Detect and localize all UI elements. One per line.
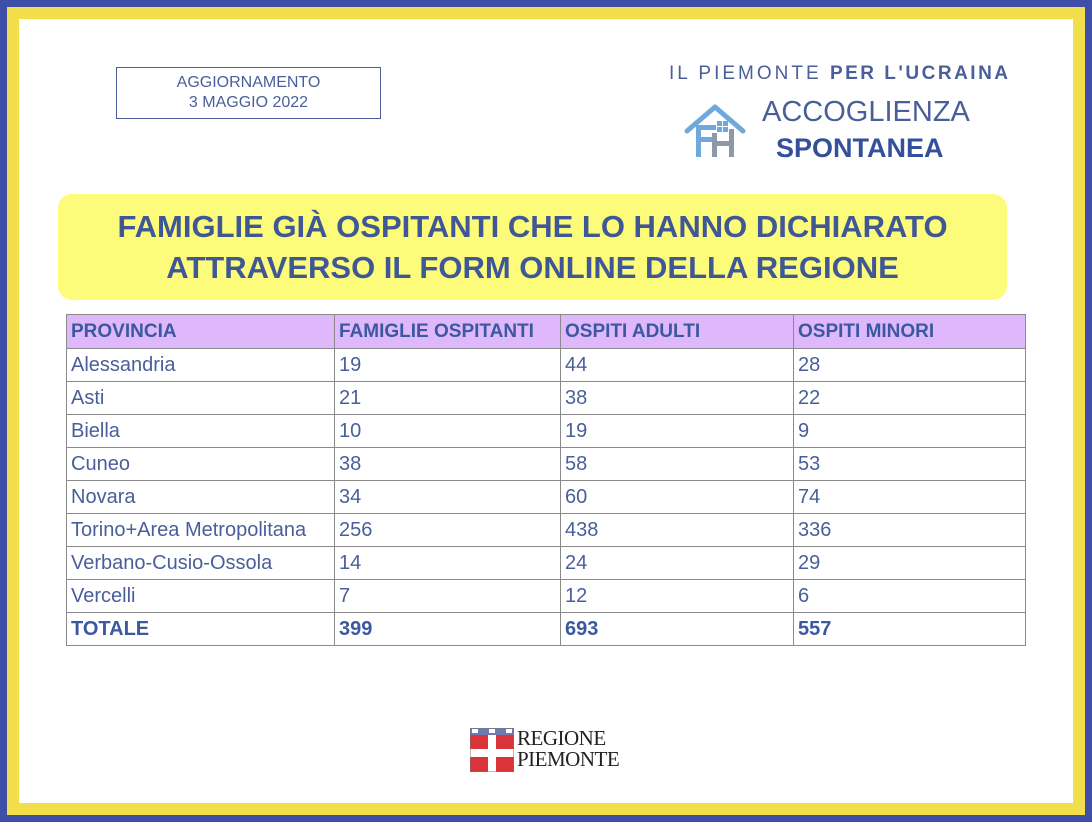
cell-minori: 28	[794, 349, 1026, 382]
table-row	[67, 481, 1026, 514]
table-row	[67, 382, 1026, 415]
cell-famiglie: 38	[335, 448, 561, 481]
header-ospiti-minori: OSPITI MINORI	[794, 315, 1026, 349]
cell-famiglie: 256	[335, 514, 561, 547]
cell-famiglie: 14	[335, 547, 561, 580]
cell-adulti: 44	[561, 349, 794, 382]
cell-famiglie: 7	[335, 580, 561, 613]
campaign-title	[669, 63, 1034, 85]
headline-line-1: FAMIGLIE GIÀ OSPITANTI CHE LO HANNO DICHIARATO	[117, 209, 948, 244]
piemonte-shield-icon	[470, 728, 514, 772]
cell-provincia: Alessandria	[67, 349, 335, 382]
total-adulti: 693	[561, 613, 794, 646]
cell-famiglie: 34	[335, 481, 561, 514]
cell-provincia: Verbano-Cusio-Ossola	[67, 547, 335, 580]
total-minori: 557	[794, 613, 1026, 646]
cell-adulti: 24	[561, 547, 794, 580]
cell-minori: 74	[794, 481, 1026, 514]
table-total-row	[67, 613, 1026, 646]
cell-provincia: Biella	[67, 415, 335, 448]
spontanea-label: SPONTANEA	[776, 133, 944, 163]
cell-provincia: Torino+Area Metropolitana	[67, 514, 335, 547]
cell-provincia: Cuneo	[67, 448, 335, 481]
regione-logo-line-2: PIEMONTE	[517, 747, 620, 771]
regione-piemonte-logo	[470, 728, 618, 772]
campaign-title-prefix: IL PIEMONTE	[669, 63, 830, 84]
regione-logo-line-1: REGIONE	[517, 726, 606, 750]
update-date: 3 MAGGIO 2022	[188, 94, 309, 111]
cell-famiglie: 21	[335, 382, 561, 415]
header-provincia: PROVINCIA	[67, 315, 335, 349]
cell-minori: 22	[794, 382, 1026, 415]
regione-logo-text	[517, 728, 619, 770]
total-label: TOTALE	[67, 613, 335, 646]
accoglienza-label: ACCOGLIENZA	[762, 96, 970, 128]
province-table	[66, 314, 1026, 646]
cell-minori: 6	[794, 580, 1026, 613]
cell-minori: 9	[794, 415, 1026, 448]
total-famiglie: 399	[335, 613, 561, 646]
house-fh-icon	[684, 103, 746, 159]
cell-famiglie: 19	[335, 349, 561, 382]
table-row	[67, 580, 1026, 613]
header-ospiti-adulti: OSPITI ADULTI	[561, 315, 794, 349]
table-row	[67, 415, 1026, 448]
cell-adulti: 60	[561, 481, 794, 514]
cell-minori: 53	[794, 448, 1026, 481]
cell-adulti: 38	[561, 382, 794, 415]
table-row	[67, 349, 1026, 382]
headline-banner	[58, 194, 1007, 300]
headline-line-2: ATTRAVERSO IL FORM ONLINE DELLA REGIONE	[166, 250, 899, 285]
cell-minori: 336	[794, 514, 1026, 547]
cell-adulti: 58	[561, 448, 794, 481]
header-famiglie-ospitanti: FAMIGLIE OSPITANTI	[335, 315, 561, 349]
table-row	[67, 547, 1026, 580]
update-date-box	[116, 67, 381, 119]
cell-adulti: 19	[561, 415, 794, 448]
table-row	[67, 514, 1026, 547]
cell-minori: 29	[794, 547, 1026, 580]
table-header-row	[67, 315, 1026, 349]
update-label: AGGIORNAMENTO	[176, 74, 321, 91]
cell-provincia: Vercelli	[67, 580, 335, 613]
table-row	[67, 448, 1026, 481]
slide	[19, 19, 1073, 803]
cell-provincia: Novara	[67, 481, 335, 514]
cell-adulti: 438	[561, 514, 794, 547]
cell-provincia: Asti	[67, 382, 335, 415]
cell-famiglie: 10	[335, 415, 561, 448]
cell-adulti: 12	[561, 580, 794, 613]
campaign-title-emphasis: PER L'UCRAINA	[829, 63, 1011, 84]
